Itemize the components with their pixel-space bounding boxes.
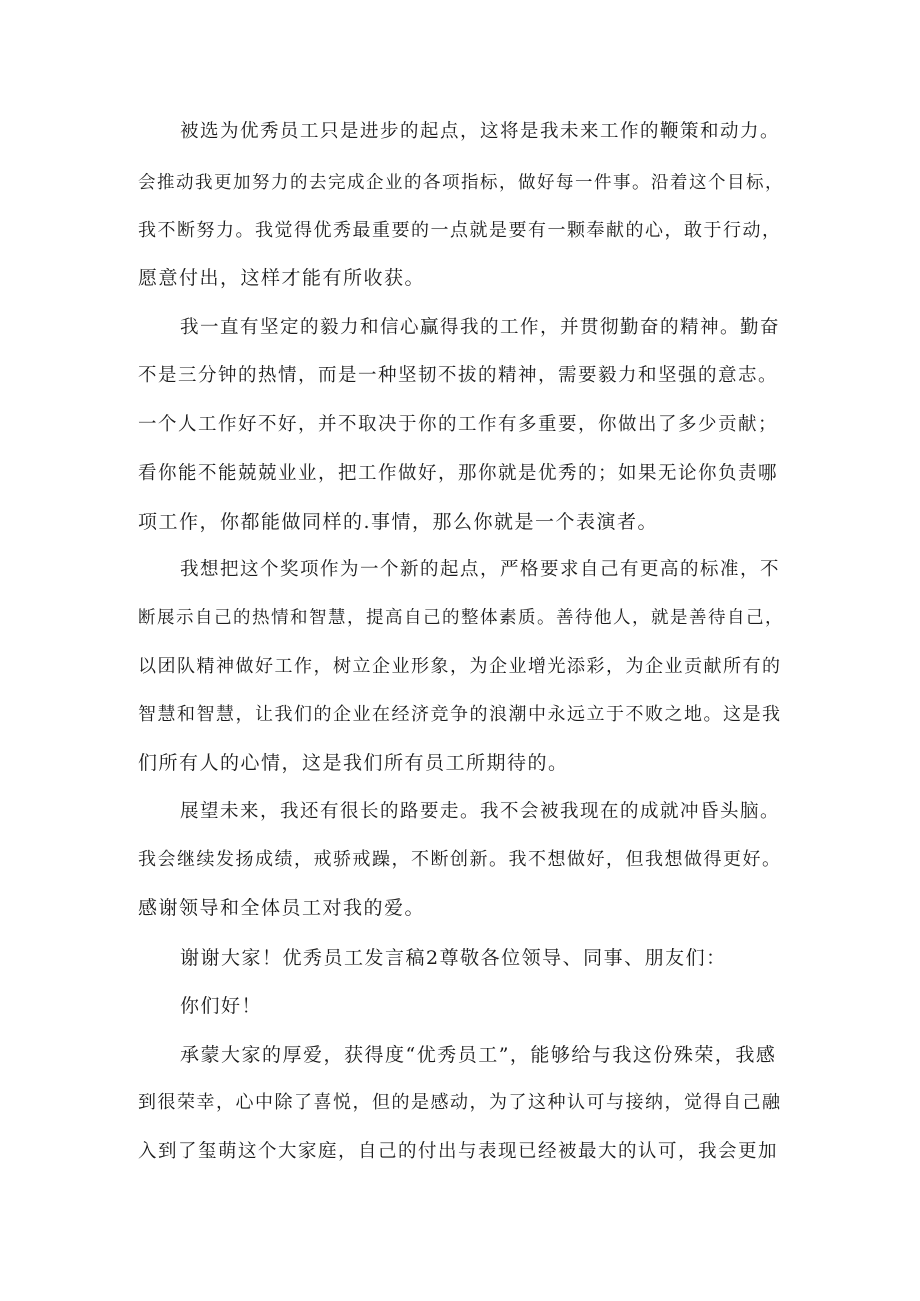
text-line: 到很荣幸，心中除了喜悦，但的是感动，为了这种认可与接纳，觉得自己融 bbox=[138, 1092, 782, 1113]
text-line: 承蒙大家的厚爱，获得度“优秀员工”，能够给与我这份殊荣，我感 bbox=[180, 1044, 777, 1066]
text-line: 看你能不能兢兢业业，把工作做好，那你就是优秀的；如果无论你负责哪 bbox=[138, 463, 779, 484]
text-line: 我会继续发扬成绩，戒骄戒躁，不断创新。我不想做好，但我想做得更好。 bbox=[138, 849, 782, 870]
text-line: 智慧和智慧，让我们的企业在经济竞争的浪潮中永远立于不败之地。这是我 bbox=[138, 704, 782, 725]
text-line: 我不断努力。我觉得优秀最重要的一点就是要有一颗奉献的心，敢于行动， bbox=[138, 220, 782, 241]
text-line: 展望未来，我还有很长的路要走。我不会被我现在的成就冲昏头脑。 bbox=[180, 801, 781, 822]
text-line: 入到了玺萌这个大家庭，自己的付出与表现已经被最大的认可，我会更加 bbox=[138, 1141, 779, 1162]
text-line: 一个人工作好不好，并不取决于你的工作有多重要，你做出了多少贡献； bbox=[138, 414, 779, 435]
text-line: 不是三分钟的热情，而是一种坚韧不拔的精神，需要毅力和坚强的意志。 bbox=[138, 365, 779, 386]
text-line: 以团队精神做好工作，树立企业形象，为企业增光添彩，为企业贡献所有的 bbox=[138, 656, 782, 677]
text-line: 愿意付出，这样才能有所收获。 bbox=[138, 267, 426, 289]
text-line: 断展示自己的热情和智慧，提高自己的整体素质。善待他人，就是善待自己， bbox=[138, 608, 784, 628]
text-line: 感谢领导和全体员工对我的爱。 bbox=[138, 897, 426, 919]
text-line: 你们好！ bbox=[180, 995, 263, 1017]
text-line: 会推动我更加努力的去完成企业的各项指标，做好每一件事。沿着这个目标， bbox=[138, 173, 784, 193]
text-line: 谢谢大家！优秀员工发言稿2尊敬各位领导、同事、朋友们： bbox=[180, 947, 727, 969]
text-line: 项工作，你都能做同样的.事情，那么你就是一个表演者。 bbox=[138, 511, 659, 533]
text-line: 们所有人的心情，这是我们所有员工所期待的。 bbox=[138, 752, 569, 774]
text-line: 我想把这个奖项作为一个新的起点，严格要求自己有更高的标准，不 bbox=[180, 559, 781, 580]
text-line: 我一直有坚定的毅力和信心赢得我的工作，并贯彻勤奋的精神。勤奋 bbox=[180, 317, 781, 338]
text-line: 被选为优秀员工只是进步的起点，这将是我未来工作的鞭策和动力。 bbox=[180, 121, 781, 142]
